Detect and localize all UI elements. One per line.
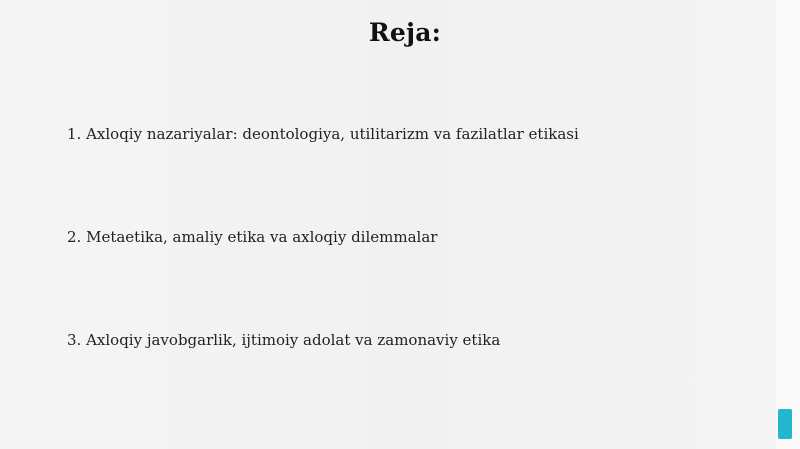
plan-item-2: 2. Metaetika, amaliy etika va axloqiy dilemmalar <box>67 228 438 246</box>
scrollbar-thumb[interactable] <box>778 409 792 439</box>
scrollbar-track[interactable] <box>776 0 800 449</box>
slide-title: Reja: <box>368 18 442 47</box>
plan-item-1: 1. Axloqiy nazariyalar: deontologiya, utilitarizm va fazilatlar etikasi <box>67 125 579 143</box>
plan-item-3: 3. Axloqiy javobgarlik, ijtimoiy adolat va zamonaviy etika <box>67 331 501 349</box>
